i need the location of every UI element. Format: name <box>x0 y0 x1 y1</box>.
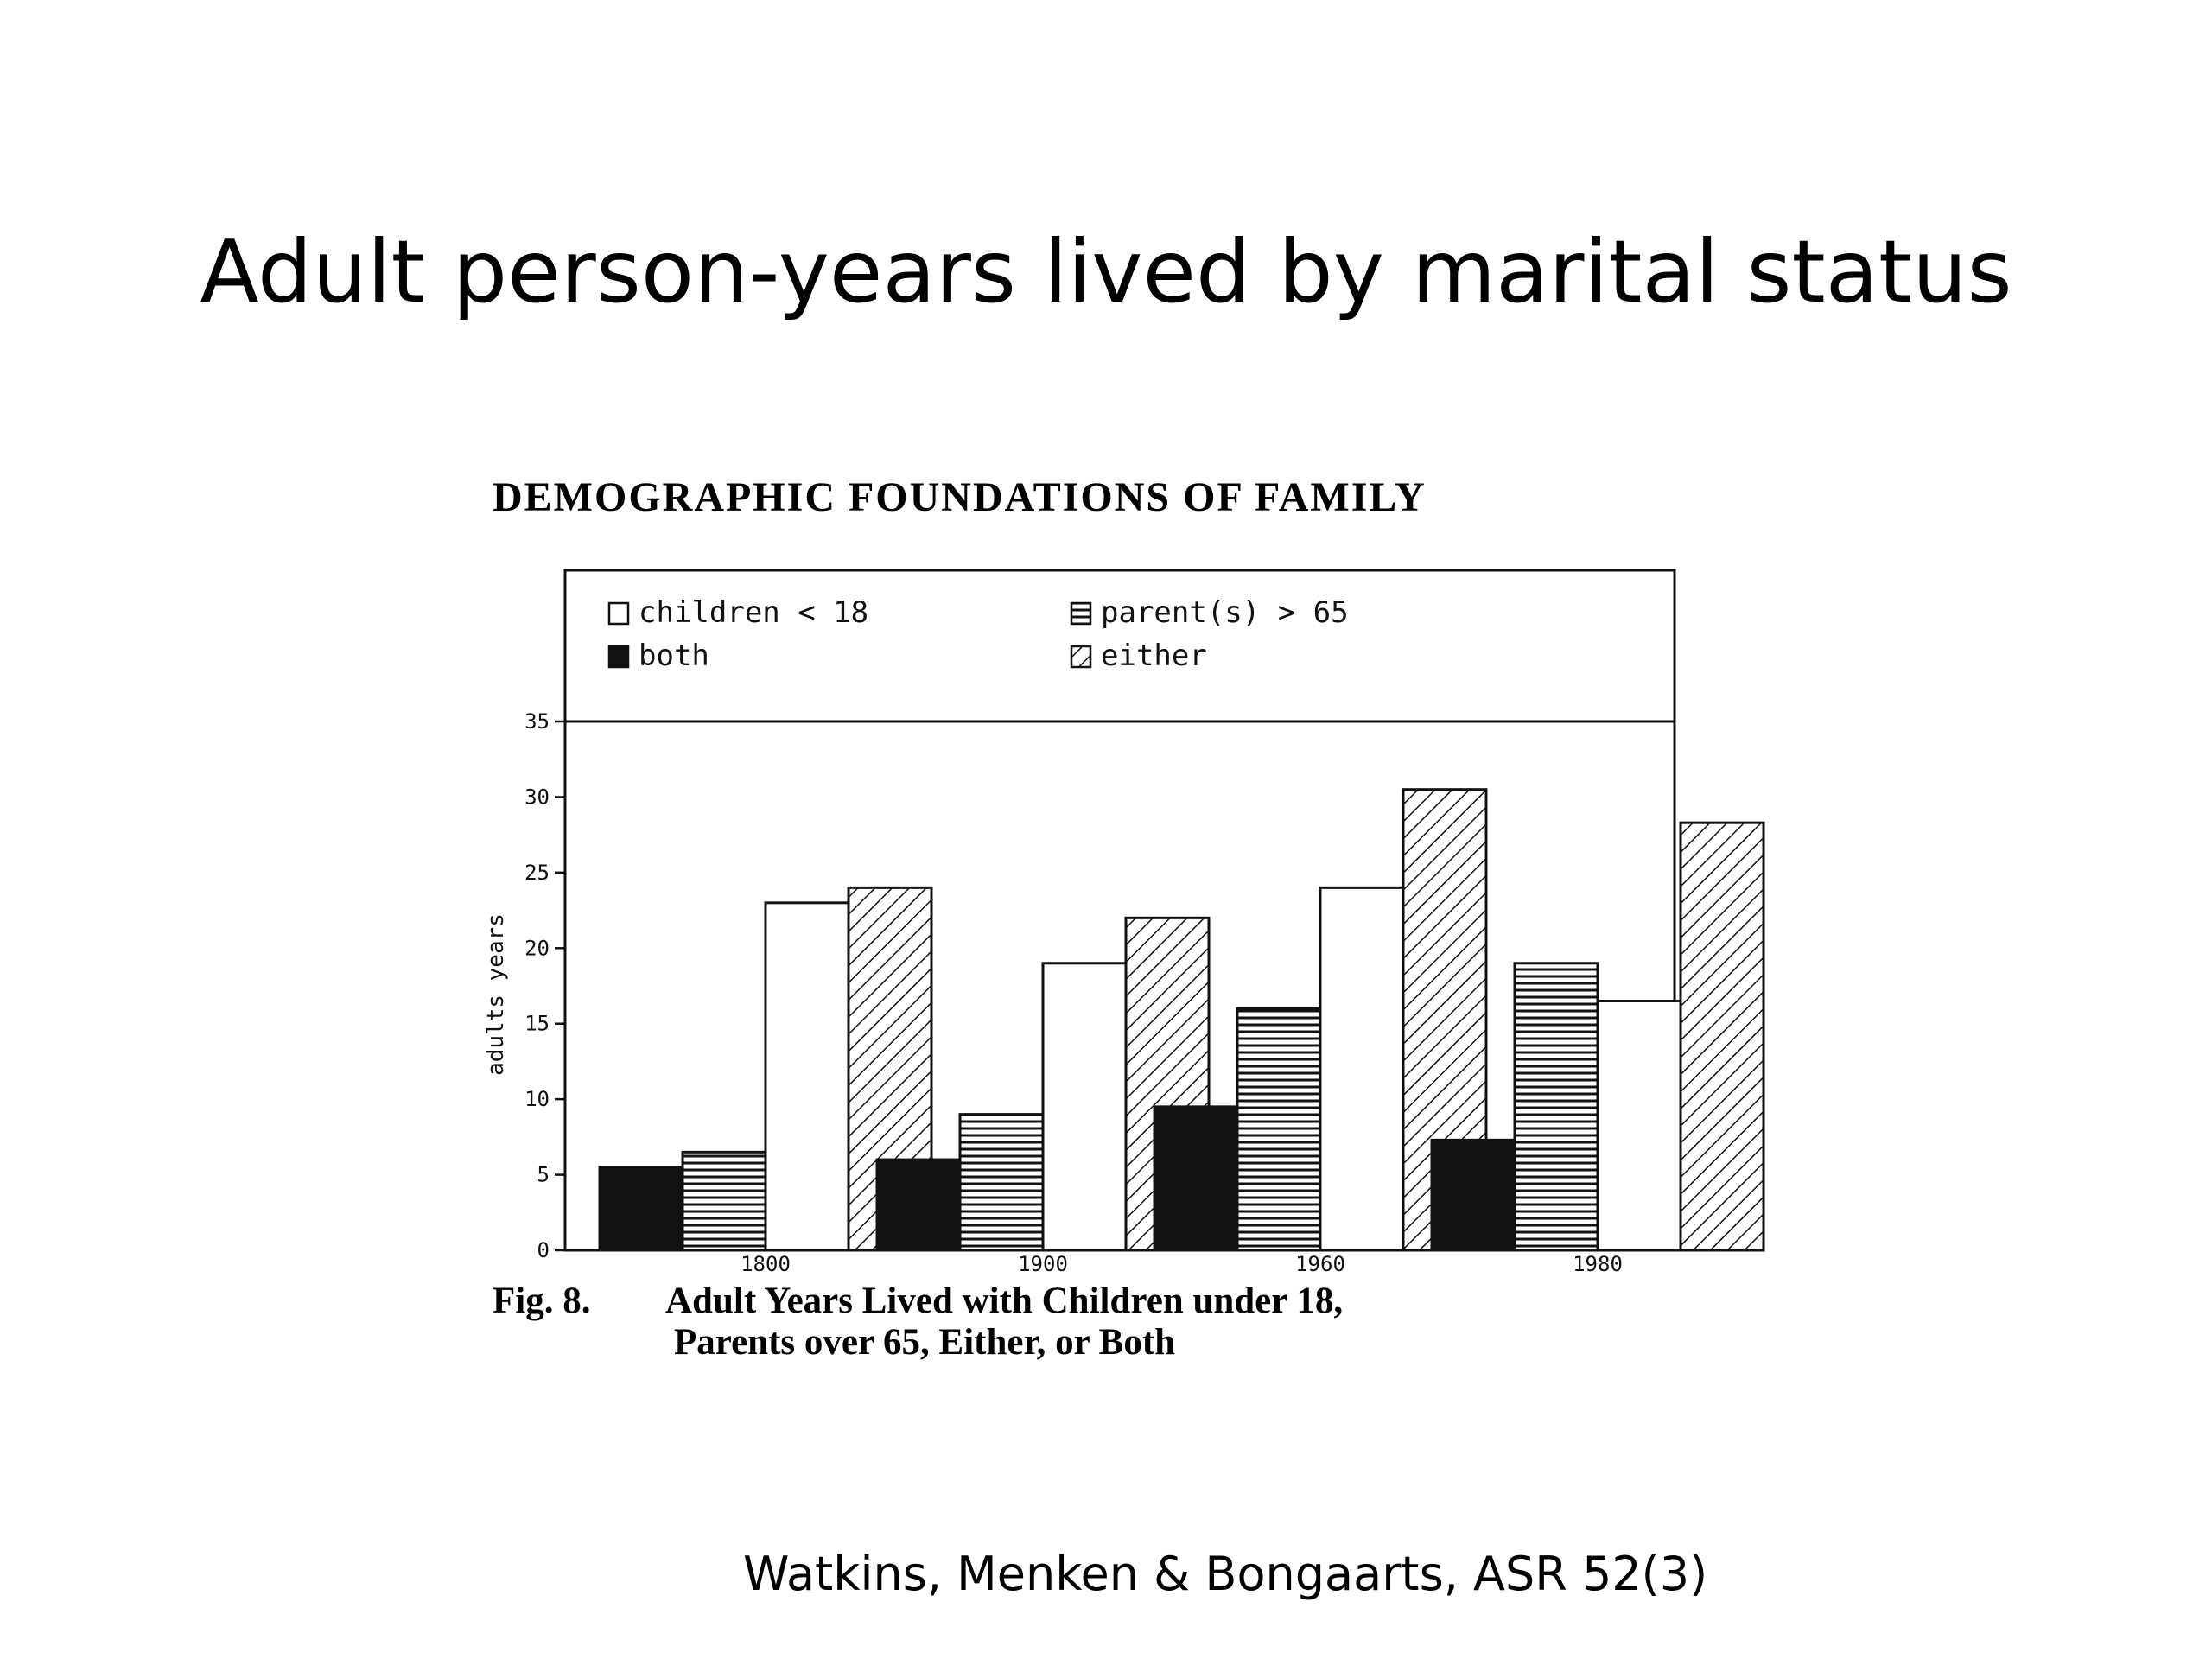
legend-label: parent(s) > 65 <box>1101 595 1349 630</box>
y-tick-label: 25 <box>524 860 550 885</box>
caption-label: Fig. 8. <box>493 1281 591 1321</box>
figure-caption <box>493 1281 1685 1363</box>
legend-item <box>1071 595 1349 630</box>
legend <box>609 595 1349 673</box>
bar <box>1320 887 1403 1250</box>
legend-label: children < 18 <box>639 595 869 630</box>
legend-label: both <box>639 639 709 673</box>
y-tick-label: 30 <box>524 785 550 810</box>
figure-header: DEMOGRAPHIC FOUNDATIONS OF FAMILY <box>493 474 1427 520</box>
bar <box>877 1160 960 1250</box>
bar <box>766 903 849 1250</box>
legend-swatch <box>1071 603 1090 624</box>
x-tick-label: 1980 <box>1573 1252 1623 1276</box>
slide-title: Adult person-years lived by marital status <box>200 221 2012 322</box>
legend-item <box>609 595 868 630</box>
bar <box>1432 1140 1515 1250</box>
source-citation: Watkins, Menken & Bongaarts, ASR 52(3) <box>743 1547 1708 1601</box>
y-tick-label: 15 <box>524 1011 550 1036</box>
legend-item <box>609 639 709 673</box>
bar <box>1515 963 1598 1250</box>
y-tick-label: 10 <box>524 1087 550 1112</box>
bar <box>1681 823 1764 1250</box>
bar <box>1237 1008 1320 1250</box>
bar <box>1043 963 1126 1250</box>
legend-swatch <box>609 603 628 624</box>
legend-label: either <box>1101 639 1207 673</box>
y-tick-label: 20 <box>524 936 550 961</box>
legend-swatch <box>1071 646 1090 667</box>
x-tick-label: 1900 <box>1018 1252 1068 1276</box>
y-axis-label: adults years <box>483 913 509 1076</box>
legend-item <box>1071 639 1207 673</box>
bars <box>600 790 1764 1276</box>
x-tick-label: 1960 <box>1295 1252 1345 1276</box>
caption-line-1: Adult Years Lived with Children under 18, <box>665 1281 1344 1321</box>
x-tick-label: 1800 <box>741 1252 791 1276</box>
axes <box>483 709 565 1262</box>
y-tick-label: 35 <box>524 709 550 734</box>
bar <box>600 1167 683 1250</box>
bar <box>683 1152 766 1250</box>
caption-line-2: Parents over 65, Either, or Both <box>674 1322 1176 1363</box>
y-tick-label: 5 <box>537 1162 550 1187</box>
bar <box>1598 1001 1681 1250</box>
y-tick-label: 0 <box>537 1238 550 1262</box>
legend-swatch <box>609 646 628 667</box>
bar <box>1154 1107 1237 1250</box>
bar <box>960 1115 1043 1250</box>
